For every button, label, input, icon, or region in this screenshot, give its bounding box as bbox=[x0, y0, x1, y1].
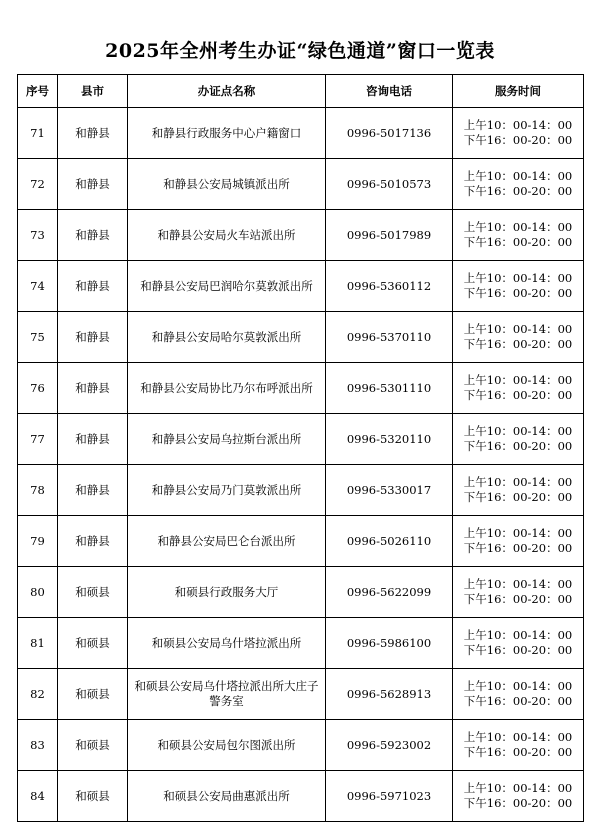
afternoon-hours: 下午16：00-20：00 bbox=[463, 745, 573, 759]
row-service-hours bbox=[453, 669, 584, 720]
table-row bbox=[18, 567, 584, 618]
row-phone: 0996-5017136 bbox=[326, 108, 453, 159]
afternoon-hours: 下午16：00-20：00 bbox=[463, 337, 573, 351]
morning-hours: 上午10：00-14：00 bbox=[463, 781, 573, 795]
morning-hours: 上午10：00-14：00 bbox=[463, 526, 573, 540]
offices-table bbox=[17, 74, 584, 822]
row-county: 和静县 bbox=[58, 159, 128, 210]
row-county: 和硕县 bbox=[58, 618, 128, 669]
afternoon-hours: 下午16：00-20：00 bbox=[463, 694, 573, 708]
row-index: 75 bbox=[18, 312, 58, 363]
morning-hours: 上午10：00-14：00 bbox=[463, 577, 573, 591]
row-service-hours bbox=[453, 210, 584, 261]
row-county: 和硕县 bbox=[58, 771, 128, 822]
row-service-hours bbox=[453, 465, 584, 516]
morning-hours: 上午10：00-14：00 bbox=[463, 475, 573, 489]
afternoon-hours: 下午16：00-20：00 bbox=[463, 592, 573, 606]
row-index: 81 bbox=[18, 618, 58, 669]
table-row bbox=[18, 108, 584, 159]
table-row bbox=[18, 210, 584, 261]
row-index: 71 bbox=[18, 108, 58, 159]
row-service-hours bbox=[453, 159, 584, 210]
row-phone: 0996-5017989 bbox=[326, 210, 453, 261]
row-county: 和静县 bbox=[58, 465, 128, 516]
row-index: 72 bbox=[18, 159, 58, 210]
row-index: 77 bbox=[18, 414, 58, 465]
row-phone: 0996-5010573 bbox=[326, 159, 453, 210]
row-county: 和静县 bbox=[58, 363, 128, 414]
row-service-hours bbox=[453, 312, 584, 363]
row-county: 和静县 bbox=[58, 516, 128, 567]
row-index: 83 bbox=[18, 720, 58, 771]
table-row bbox=[18, 159, 584, 210]
table-body bbox=[18, 108, 584, 822]
row-office-name: 和静县公安局城镇派出所 bbox=[128, 159, 326, 210]
row-service-hours bbox=[453, 261, 584, 312]
afternoon-hours: 下午16：00-20：00 bbox=[463, 541, 573, 555]
row-office-name: 和静县公安局乌拉斯台派出所 bbox=[128, 414, 326, 465]
row-office-name: 和硕县公安局乌什塔拉派出所大庄子警务室 bbox=[128, 669, 326, 720]
row-county: 和硕县 bbox=[58, 567, 128, 618]
table-row bbox=[18, 669, 584, 720]
morning-hours: 上午10：00-14：00 bbox=[463, 424, 573, 438]
morning-hours: 上午10：00-14：00 bbox=[463, 271, 573, 285]
morning-hours: 上午10：00-14：00 bbox=[463, 220, 573, 234]
table-row bbox=[18, 771, 584, 822]
row-office-name: 和硕县公安局乌什塔拉派出所 bbox=[128, 618, 326, 669]
row-service-hours bbox=[453, 363, 584, 414]
afternoon-hours: 下午16：00-20：00 bbox=[463, 235, 573, 249]
row-index: 82 bbox=[18, 669, 58, 720]
row-county: 和静县 bbox=[58, 261, 128, 312]
header-phone: 咨询电话 bbox=[326, 75, 453, 108]
table-row bbox=[18, 414, 584, 465]
afternoon-hours: 下午16：00-20：00 bbox=[463, 388, 573, 402]
row-service-hours bbox=[453, 108, 584, 159]
row-office-name: 和静县行政服务中心户籍窗口 bbox=[128, 108, 326, 159]
afternoon-hours: 下午16：00-20：00 bbox=[463, 643, 573, 657]
row-index: 78 bbox=[18, 465, 58, 516]
row-county: 和硕县 bbox=[58, 669, 128, 720]
row-phone: 0996-5320110 bbox=[326, 414, 453, 465]
afternoon-hours: 下午16：00-20：00 bbox=[463, 184, 573, 198]
row-office-name: 和静县公安局火车站派出所 bbox=[128, 210, 326, 261]
row-office-name: 和硕县行政服务大厅 bbox=[128, 567, 326, 618]
row-office-name: 和硕县公安局包尔图派出所 bbox=[128, 720, 326, 771]
row-phone: 0996-5330017 bbox=[326, 465, 453, 516]
row-phone: 0996-5971023 bbox=[326, 771, 453, 822]
row-service-hours bbox=[453, 567, 584, 618]
afternoon-hours: 下午16：00-20：00 bbox=[463, 490, 573, 504]
row-phone: 0996-5026110 bbox=[326, 516, 453, 567]
row-office-name: 和静县公安局巴仑台派出所 bbox=[128, 516, 326, 567]
afternoon-hours: 下午16：00-20：00 bbox=[463, 133, 573, 147]
row-office-name: 和静县公安局巴润哈尔莫敦派出所 bbox=[128, 261, 326, 312]
table-row bbox=[18, 261, 584, 312]
header-office: 办证点名称 bbox=[128, 75, 326, 108]
morning-hours: 上午10：00-14：00 bbox=[463, 628, 573, 642]
morning-hours: 上午10：00-14：00 bbox=[463, 322, 573, 336]
row-phone: 0996-5628913 bbox=[326, 669, 453, 720]
table-row bbox=[18, 363, 584, 414]
row-index: 74 bbox=[18, 261, 58, 312]
row-county: 和静县 bbox=[58, 108, 128, 159]
row-phone: 0996-5301110 bbox=[326, 363, 453, 414]
afternoon-hours: 下午16：00-20：00 bbox=[463, 286, 573, 300]
row-county: 和静县 bbox=[58, 210, 128, 261]
row-service-hours bbox=[453, 414, 584, 465]
header-hours: 服务时间 bbox=[453, 75, 584, 108]
row-phone: 0996-5622099 bbox=[326, 567, 453, 618]
morning-hours: 上午10：00-14：00 bbox=[463, 730, 573, 744]
row-county: 和硕县 bbox=[58, 720, 128, 771]
row-phone: 0996-5923002 bbox=[326, 720, 453, 771]
row-phone: 0996-5986100 bbox=[326, 618, 453, 669]
morning-hours: 上午10：00-14：00 bbox=[463, 169, 573, 183]
afternoon-hours: 下午16：00-20：00 bbox=[463, 439, 573, 453]
morning-hours: 上午10：00-14：00 bbox=[463, 373, 573, 387]
row-service-hours bbox=[453, 771, 584, 822]
morning-hours: 上午10：00-14：00 bbox=[463, 118, 573, 132]
row-phone: 0996-5360112 bbox=[326, 261, 453, 312]
row-office-name: 和静县公安局协比乃尔布呼派出所 bbox=[128, 363, 326, 414]
table-row bbox=[18, 618, 584, 669]
table-header-row bbox=[18, 75, 584, 108]
row-index: 76 bbox=[18, 363, 58, 414]
table-row bbox=[18, 516, 584, 567]
afternoon-hours: 下午16：00-20：00 bbox=[463, 796, 573, 810]
row-service-hours bbox=[453, 516, 584, 567]
row-service-hours bbox=[453, 618, 584, 669]
row-county: 和静县 bbox=[58, 414, 128, 465]
row-index: 80 bbox=[18, 567, 58, 618]
table-row bbox=[18, 465, 584, 516]
row-index: 73 bbox=[18, 210, 58, 261]
row-phone: 0996-5370110 bbox=[326, 312, 453, 363]
row-service-hours bbox=[453, 720, 584, 771]
row-office-name: 和静县公安局乃门莫敦派出所 bbox=[128, 465, 326, 516]
row-office-name: 和静县公安局哈尔莫敦派出所 bbox=[128, 312, 326, 363]
row-office-name: 和硕县公安局曲惠派出所 bbox=[128, 771, 326, 822]
document-title: 2025年全州考生办证“绿色通道”窗口一览表 bbox=[105, 40, 495, 62]
table-row bbox=[18, 312, 584, 363]
header-index: 序号 bbox=[18, 75, 58, 108]
row-index: 84 bbox=[18, 771, 58, 822]
table-row bbox=[18, 720, 584, 771]
row-county: 和静县 bbox=[58, 312, 128, 363]
morning-hours: 上午10：00-14：00 bbox=[463, 679, 573, 693]
header-county: 县市 bbox=[58, 75, 128, 108]
row-index: 79 bbox=[18, 516, 58, 567]
